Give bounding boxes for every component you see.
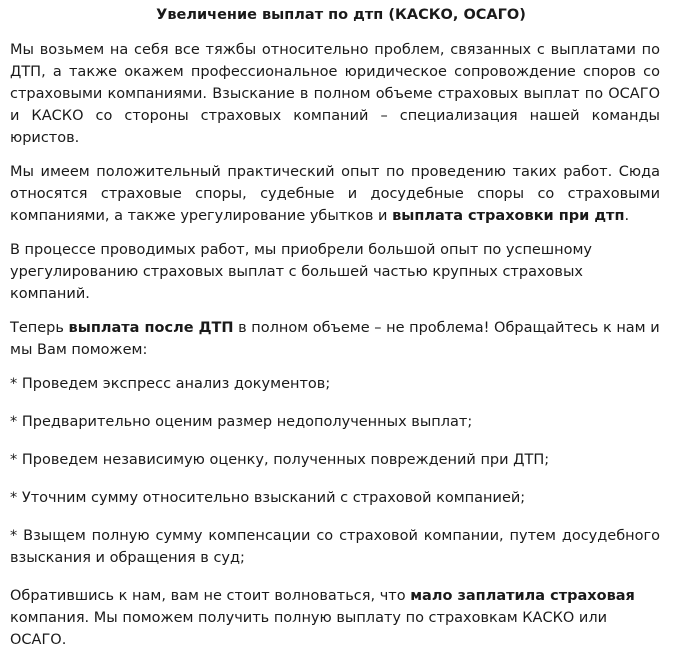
closing-paragraph: [10, 585, 660, 651]
process-paragraph: В процессе проводимых работ, мы приобрели большой опыт по успешному урегулированию страховых выплат с большей частью крупных страховых компаний.: [10, 242, 592, 302]
now-paragraph: [10, 317, 660, 361]
experience-bold-link: выплата страховки при дтп: [392, 208, 625, 224]
bullet-item: * Проведем экспресс анализ документов;: [10, 376, 331, 392]
experience-paragraph: [10, 161, 660, 227]
closing-start: Обратившись к нам, вам не стоит волноваться, что: [10, 588, 411, 604]
bullet-item: * Уточним сумму относительно взысканий с страховой компанией;: [10, 490, 526, 506]
now-start: Теперь: [10, 320, 69, 336]
article-title: Увеличение выплат по дтп (КАСКО, ОСАГО): [156, 7, 526, 23]
experience-text: Мы имеем положительный практический опыт по проведению таких работ. Сюда относятся страховые споры, судебные и досудебные споры со страховыми компаниями, а также урегулирование убытков и: [10, 164, 660, 224]
experience-end: .: [624, 208, 630, 224]
bullet-item: * Проведем независимую оценку, полученных повреждений при ДТП;: [10, 452, 550, 468]
bullet-item: * Предварительно оценим размер недополученных выплат;: [10, 414, 473, 430]
closing-bold: мало заплатила страховая: [410, 588, 635, 604]
bullet-item: * Взыщем полную сумму компенсации со страховой компании, путем досудебного взыскания и обращения в суд;: [10, 528, 660, 566]
now-end: в полном объеме – не проблема! Обращайтесь к нам и мы Вам поможем:: [10, 320, 660, 358]
now-bold: выплата после ДТП: [68, 320, 234, 336]
intro-paragraph: Мы возьмем на себя все тяжбы относительно проблем, связанных с выплатами по ДТП, а также окажем профессиональное юридическое сопровождение споров со страховыми компаниями. Взыскание в полном объеме страховых выплат по ОСАГО и КАСКО со стороны страховых компаний – специализация нашей команды юристов.: [10, 42, 660, 146]
closing-end: компания. Мы поможем получить полную выплату по страховкам КАСКО или ОСАГО.: [10, 610, 608, 648]
